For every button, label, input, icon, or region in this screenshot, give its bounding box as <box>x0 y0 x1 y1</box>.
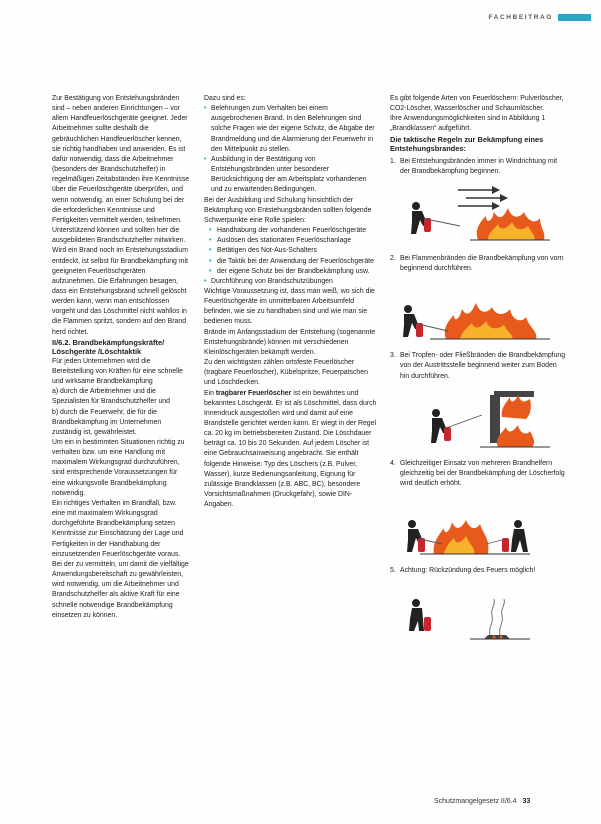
reignition-illustration <box>390 581 560 647</box>
page-footer <box>434 798 530 805</box>
list-item: • die Taktik bei der Anwendung der Feuerlöschgeräte <box>204 257 377 267</box>
exercise-list <box>204 277 377 287</box>
rule-item-5 <box>390 566 566 576</box>
paragraph-intro: Zur Bestätigung von Entstehungsbränden sind – neben anderen Einrichtungen – vor allem Handfeuerlöschgeräte geeignet. Jeder Arbeitnehmer sollte deshalb die gebräuchlichen Handfeuerlöscher kennen, sie richtig handhaben und anwenden. Es ist dafür notwendig, dass die Arbeitnehmer (besonders der Brandschutzhelfer) in regelmäßigen Zeitabständen ihre Kenntnisse über die Feuerlöschgeräte überprüfen, und wenn notwendig, an einer Schulung bei der die erforderlichen Kenntnisse und Fertigkeiten vermittelt werden, teilnehmen. Unterstützend können und sollten hier die ausgebildeten Brandschutzhelfer mitwirken. <box>52 95 190 245</box>
list-item: • Handhabung der vorhandenen Feuerlöschgeräte <box>204 226 377 236</box>
rule-number: 2. <box>390 254 396 262</box>
column-3 <box>390 94 566 653</box>
flame-icon <box>430 303 550 339</box>
firefighter-icon <box>409 599 431 631</box>
rule-number: 1. <box>390 157 396 165</box>
rule-text: Achtung: Rückzündung des Feuers möglich! <box>400 567 536 575</box>
group-attack-illustration <box>390 494 560 560</box>
list-item: • Betätigen des Not-Aus-Schalters <box>204 246 377 256</box>
tactics-list <box>390 566 566 576</box>
paragraph-unternehmen: Für jeden Unternehmen wird die Bereitstellung von Kräften für eine schnelle und wirksame Brandbekämpfung <box>52 357 183 386</box>
list-item: • Belehrungen zum Verhalten bei einem ausgebrochenen Brand. In den Belehrungen sind solche Fragen wie der eigene Schutz, die Abgabe der Brandmeldung und die Alarmierung der Feuerwehr in den Mittelpunkt zu stellen. <box>204 104 377 155</box>
paragraph-braende: Brände im Anfangsstadium der Entstehung (sogenannte Entstehungsbrände) können mit verschiedenen Kleinlöschgeräten bekämpft werden. <box>204 328 376 356</box>
rule-number: 5. <box>390 567 396 575</box>
rule-item-2 <box>390 254 566 274</box>
tactics-list <box>390 459 566 489</box>
paragraph-dazu: Dazu sind es: <box>204 95 246 102</box>
measures-list <box>204 104 377 195</box>
paragraph-arten: Es gibt folgende Arten von Feuerlöschern: Pulverlöscher, CO2-Löscher, Wasserlöscher und Schaumlöscher. <box>390 95 564 113</box>
tactics-list <box>390 351 566 381</box>
term-tragbarer-feuerloescher: tragbarer Feuerlöscher <box>215 389 292 397</box>
section-label: FACHBEITRAG <box>488 14 553 21</box>
firefighter-icon <box>431 409 482 443</box>
paragraph-ausbildung: Bei der Ausbildung und Schulung hinsichtlich der Bekämpfung von Entstehungsbränden sollten folgende Schwerpunkte eine Rolle spielen: <box>204 196 372 224</box>
paragraph-b: b) durch die Feuerwehr, die für die Brandbekämpfung im Unternehmen zuständig ist, gewährleistet. <box>52 408 162 436</box>
text-span: Ein <box>204 389 216 397</box>
embers-icon <box>470 635 530 639</box>
rule-text: Bei Tropfen- oder Fließbränden die Brandbekämpfung von der Austrittsstelle beginnend weiter zum Boden hin durchführen. <box>400 352 566 380</box>
flame-icon <box>470 208 550 240</box>
rule-text: Gleichzeitiger Einsatz von mehreren Brandhelfern gleichzeitig bei der Brandbekämpfung der Löscherfolg wird deutlich erhöht. <box>400 459 565 488</box>
tactics-list <box>390 254 566 274</box>
paragraph-wichtig: Wichtige Voraussetzung ist, dass man weiß, wo sich die Feuerlöschgeräte im unmittelbaren Arbeitsumfeld befinden, wie sie zu handhaben sind und wie man sie bedienen muss. <box>204 287 375 326</box>
list-item: • Ausbildung in der Bestätigung von Entstehungsbränden unter besonderer Berücksichtigung der am Arbeitsplatz vorhandenen und zu erwartenden Bedingungen. <box>204 155 377 196</box>
list-item: • Auslösen des stationären Feuerlöschanlage <box>204 236 377 246</box>
firefighter-icon <box>411 202 460 234</box>
firefighter-icon <box>403 305 448 337</box>
rule-item-4 <box>390 459 566 489</box>
smoke-icon <box>490 599 505 635</box>
dripping-fire-illustration <box>390 387 560 453</box>
firefighter-icon <box>486 520 528 552</box>
wind-direction-illustration <box>390 182 560 248</box>
list-item: • Durchführung von Brandschutzübungen <box>204 277 377 287</box>
training-list <box>204 226 377 277</box>
rule-item-1 <box>390 157 566 177</box>
rule-number: 3. <box>390 352 396 360</box>
paragraph-tragbarer-loescher <box>204 389 377 511</box>
rule-item-3 <box>390 351 566 381</box>
paragraph-a: a) durch die Arbeitnehmer und die Spezialisten für Brandschutzhelfer und <box>52 388 170 406</box>
tactics-list <box>390 157 566 177</box>
page-number: 33 <box>522 798 531 805</box>
page-header <box>0 0 601 24</box>
front-attack-illustration <box>390 279 560 345</box>
list-item: • der eigene Schutz bei der Brandbekämpfung usw. <box>204 267 377 277</box>
section-heading: II/6.2. Brandbekämpfungskräfte/ Löschgeräte /Löschtaktik <box>52 337 165 357</box>
column-1 <box>52 94 190 621</box>
column-2 <box>204 94 377 510</box>
rule-text: Bei Flammenbränden die Brandbekämpfung von vorn beginnend durchführen. <box>400 254 564 273</box>
wind-arrow-icon <box>458 186 508 210</box>
paragraph-verhalten: Ein richtiges Verhalten im Brandfall, bzw. eine mit maximalem Wirkungsgrad durchgeführte Brandbekämpfung setzen Kenntnisse zur Einschätzung der Lage und Fertigkeiten in der Handhabung der einzusetzenden Feuerlöschgeräte voraus. Bei der zu vermitteln, um damit die vielfältige Anwendungsbereitschaft zu gewährleisten, wird notwendig, um die Arbeitnehmer und Brandschutzhelfer als aktive Kraft für eine schnelle notwendige Brandbekämpfung einsetzen zu können. <box>52 499 189 619</box>
rule-number: 4. <box>390 459 396 467</box>
rules-heading: Die taktische Regeln zur Bekämpfung eines Entstehungsbrandes: <box>390 134 544 154</box>
paragraph-entstehung: Wird ein Brand noch im Entstehungsstadium entdeckt, ist selbst für Brandbekämpfung mit geeigneten Feuerlöschgeräten aufzunehmen. Die Erfahrungen besagen, dass ein Entstehungsbrand schnell gelöscht werden kann, wenn man entschlossen vorgeht und das Löschmittel nicht wahllos in die Flammen spritzt, sondern auf den Brand herd richtet. <box>52 247 188 336</box>
text-span: ist ein bewährtes und bekanntes Löschgerät. Er ist als Löschmittel, dass durch Innendruck ausgestoßen wird und damit auf eine Brandstelle gerichtet werden kann. Er wiegt in der Regel ca. 20 kg im betriebsbereiten Zustand. Die Löschdauer beträgt ca. 10 bis 20 Sekunden. Auf jedem Löscher ist eine Gebrauchsanweisung angebracht. Sie enthält folgende Hinweise: Typ des Löschers (z.B. Pulver, Wasser), kurze Bedienungsanleitung, Eignung für zulässige Brandklassen (z.B. ABC, BC), besondere Vorsichtsmaßnahmen (Druckgefahr), sowie DIN-Angaben. <box>204 389 377 509</box>
rule-text: Bei Entstehungsbränden immer in Windrichtung mit der Brandbekämpfung beginnen. <box>400 157 558 175</box>
header-accent-bar <box>558 14 591 21</box>
paragraph-brandklassen: Ihre Anwendungsmöglichkeiten sind in Abbildung 1 „Brandklassen“ aufgeführt. <box>390 115 546 133</box>
paragraph-kleinloeschgeraete: Zu den wichtigsten zählen ortsfeste Feuerlöscher (tragbare Feuerlöscher), Kübelspritze, Feuerpatschen und Löschdecken. <box>204 359 368 387</box>
paragraph-situationen: Um ein in bestimmten Situationen richtig zu verhalten bzw. um eine Handlung mit maximalem Wirkungsgrad durchzuführen, sind entsprechende Voraussetzungen für eine wirkungsvolle Brandbekämpfung notwendig. <box>52 439 185 497</box>
footer-text: Schutzmangelgesetz II/6.4 <box>434 798 517 805</box>
